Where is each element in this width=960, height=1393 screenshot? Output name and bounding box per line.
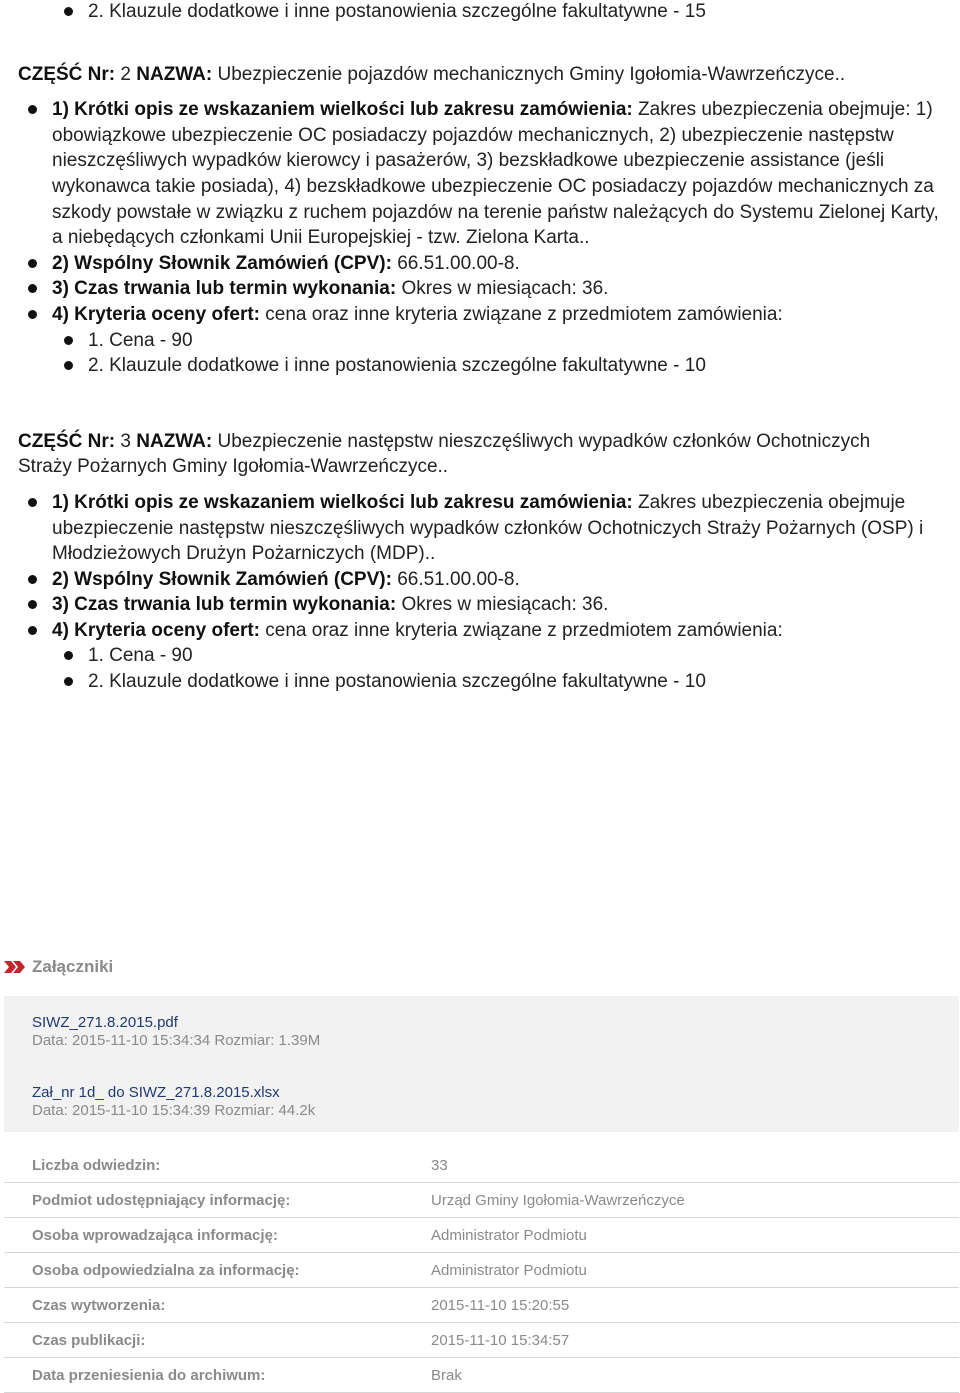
info-value: 2015-11-10 15:34:57 (431, 1332, 570, 1349)
info-label: Osoba wprowadzająca informację: (32, 1227, 278, 1244)
info-value: Administrator Podmiotu (431, 1227, 587, 1244)
attachment-link[interactable]: SIWZ_271.8.2015.pdf (32, 1014, 178, 1031)
info-table (4, 1148, 959, 1393)
part-label: CZĘŚĆ Nr: (18, 63, 116, 85)
info-row (4, 1253, 959, 1288)
info-label: Liczba odwiedzin: (32, 1157, 161, 1174)
attachments-list (4, 996, 959, 1132)
info-label: Czas wytworzenia: (32, 1297, 166, 1314)
list-item: 1) Krótki opis ze wskazaniem wielkości lub zakresu zamówienia: Zakres ubezpieczenia obejmuje: 1) obowiązkowe ubezpieczenie OC posiadaczy pojazdów mechanicznych, 2) ubezpieczenie następstw nieszczęśliwych wypadków kierowcy i pasażerów, 3) bezskładkowe ubezpieczenie assistance (jeśli wykonawca takie posiada), 4) bezskładkowe ubezpieczenie OC posiadaczy pojazdów mechanicznych za szkody powstałe w związku z ruchem pojazdów na terenie państw należących do Systemu Zielonej Karty, a niebędących członkami Unii Europejskiej - tzw. Zielona Karta.. (0, 97, 960, 251)
criteria-item: 1. Cena - 90 (0, 328, 960, 354)
list-item: 2) Wspólny Słownik Zamówień (CPV): 66.51.00.00-8. (0, 251, 960, 277)
info-label: Czas publikacji: (32, 1332, 146, 1349)
list-item: 2) Wspólny Słownik Zamówień (CPV): 66.51.00.00-8. (0, 567, 960, 593)
info-value: Administrator Podmiotu (431, 1262, 587, 1279)
attachment-meta: Data: 2015-11-10 15:34:39 Rozmiar: 44.2k (32, 1102, 316, 1119)
info-row (4, 1148, 959, 1183)
part-name: Ubezpieczenie następstw nieszczęśliwych wypadków członków Ochotniczych Straży Pożarnych Gminy Igołomia-Wawrzeńczyce.. (18, 430, 871, 478)
part-number: 2 (115, 63, 137, 85)
criteria-list-top (0, 0, 960, 25)
name-label: NAZWA: (136, 63, 213, 85)
info-label: Podmiot udostępniający informację: (32, 1192, 291, 1209)
info-row (4, 1323, 959, 1358)
criteria-item: 2. Klauzule dodatkowe i inne postanowienia szczególne fakultatywne - 15 (0, 0, 960, 25)
info-label: Data przeniesienia do archiwum: (32, 1367, 266, 1384)
list-item: 4) Kryteria oceny ofert: cena oraz inne kryteria związane z przedmiotem zamówienia: (0, 618, 960, 644)
attachments-title: Załączniki (32, 957, 114, 976)
attachment-meta: Data: 2015-11-10 15:34:34 Rozmiar: 1.39M (32, 1032, 321, 1049)
criteria-item: 2. Klauzule dodatkowe i inne postanowienia szczególne fakultatywne - 10 (0, 669, 960, 695)
part-name: Ubezpieczenie pojazdów mechanicznych Gminy Igołomia-Wawrzeńczyce.. (212, 63, 846, 85)
part-items (0, 490, 960, 644)
info-row (4, 1218, 959, 1253)
list-item: 4) Kryteria oceny ofert: cena oraz inne kryteria związane z przedmiotem zamówienia: (0, 302, 960, 328)
criteria-list (0, 643, 960, 694)
info-label: Osoba odpowiedzialna za informację: (32, 1262, 300, 1279)
criteria-item: 2. Klauzule dodatkowe i inne postanowienia szczególne fakultatywne - 10 (0, 353, 960, 379)
criteria-item: 1. Cena - 90 (0, 643, 960, 669)
attachment-item (32, 1014, 320, 1050)
part-heading (0, 62, 960, 88)
part-items (0, 97, 960, 327)
document (0, 0, 960, 695)
info-value: 33 (431, 1157, 448, 1174)
list-item: 1) Krótki opis ze wskazaniem wielkości lub zakresu zamówienia: Zakres ubezpieczenia obejmuje ubezpieczenie następstw nieszczęśliwych wypadków członków Ochotniczych Straży Pożarnych (OSP) i Młodzieżowych Drużyn Pożarniczych (MDP).. (0, 490, 960, 567)
part-number: 3 (115, 430, 137, 452)
double-chevron-right-icon (4, 961, 26, 973)
info-row (4, 1183, 959, 1218)
info-row (4, 1288, 959, 1323)
info-value: Brak (431, 1367, 462, 1384)
info-row (4, 1358, 959, 1393)
list-item: 3) Czas trwania lub termin wykonania: Okres w miesiącach: 36. (0, 592, 960, 618)
attachment-link[interactable]: Zał_nr 1d_ do SIWZ_271.8.2015.xlsx (32, 1084, 280, 1101)
info-value: Urząd Gminy Igołomia-Wawrzeńczyce (431, 1192, 685, 1209)
part-heading (0, 429, 960, 480)
name-label: NAZWA: (136, 430, 213, 452)
criteria-list (0, 328, 960, 379)
part-label: CZĘŚĆ Nr: (18, 430, 116, 452)
info-value: 2015-11-10 15:20:55 (431, 1297, 570, 1314)
list-item: 3) Czas trwania lub termin wykonania: Okres w miesiącach: 36. (0, 276, 960, 302)
attachments-heading (4, 952, 113, 982)
attachment-item (32, 1084, 315, 1120)
